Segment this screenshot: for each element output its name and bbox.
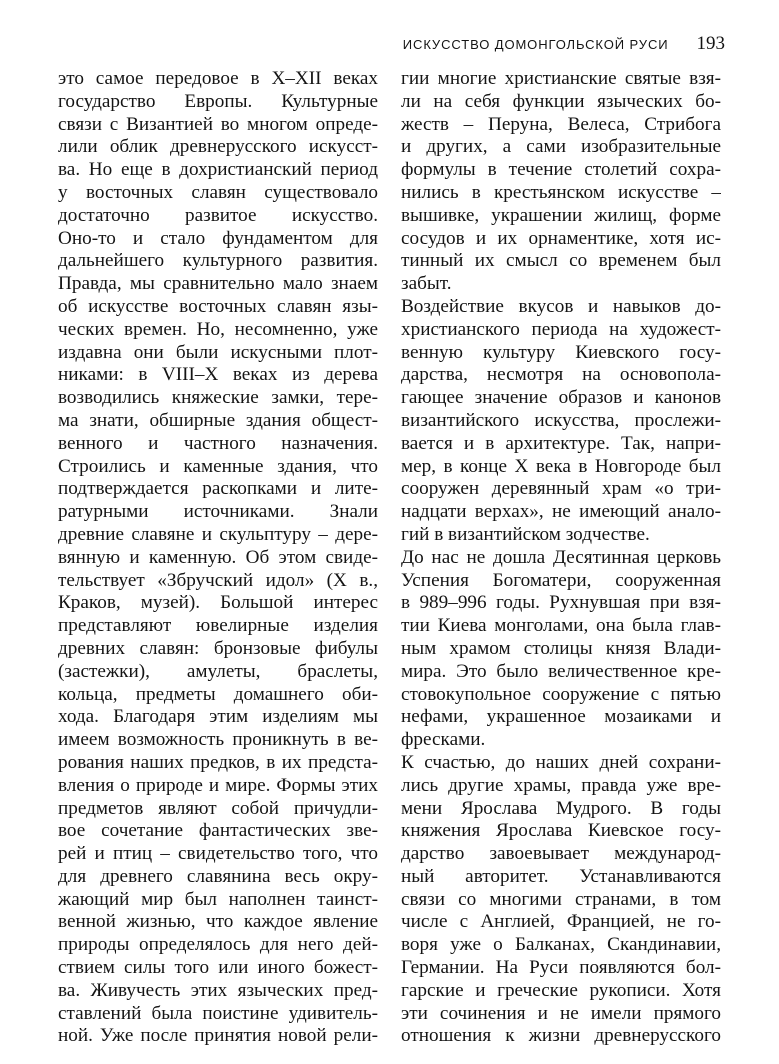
text-line: тинный их смысл со временем был: [401, 250, 721, 272]
text-line: ческих времен. Но, несомненно, уже: [58, 318, 378, 340]
text-line: формулы в течение столетий сохра-: [401, 159, 721, 181]
text-line: забыт.: [401, 273, 452, 295]
text-line: гающее значение образов и канонов: [401, 387, 721, 409]
text-line: Оно-то и стало фундаментом для: [58, 227, 378, 249]
text-line: фресками.: [401, 729, 486, 751]
text-line: вления о природе и мире. Формы этих: [58, 774, 378, 796]
text-line: вается и в архитектуре. Так, напри-: [401, 432, 721, 454]
text-line: византийского искусства, прослежи-: [401, 409, 721, 431]
text-line: стовокупольное сооружение с пятью: [401, 683, 721, 705]
text-line: вое сочетание фантастических зве-: [58, 820, 378, 842]
text-line: воря уже о Балканах, Скандинавии,: [401, 934, 721, 956]
text-line: нефами, украшенное мозаиками и: [401, 706, 721, 728]
text-line: венную культуру Киевского госу-: [401, 341, 721, 363]
text-line: Германии. На Руси появляются бол-: [401, 957, 721, 979]
text-line: древние славяне и скульптуру – дере-: [58, 523, 378, 545]
text-line: (застежки), амулеты, браслеты,: [58, 660, 378, 682]
text-line: нились в крестьянском искусстве –: [401, 181, 721, 203]
text-line: ратурными источниками. Знали: [58, 501, 378, 523]
text-line: для древнего славянина весь окру-: [58, 865, 378, 887]
text-line: подтверждается раскопками и лите-: [58, 478, 378, 500]
running-head: [403, 33, 725, 55]
text-line: ный авторитет. Устанавливаются: [401, 865, 721, 887]
text-line: издавна они были искусными плот-: [58, 341, 378, 363]
text-line: дальнейшего культурного развития.: [58, 250, 378, 272]
text-line: Строились и каменные здания, что: [58, 455, 378, 477]
text-line: природы определялось для него дей-: [58, 934, 378, 956]
text-line: Успения Богоматери, сооруженная: [401, 569, 721, 591]
text-line: рования наших предков, в их предста-: [58, 751, 378, 773]
text-line: гии многие христианские святые взя-: [401, 68, 721, 89]
text-line: мер, в конце X века в Новгороде был: [401, 455, 721, 477]
text-line: ствием силы того или иного божест-: [58, 957, 378, 979]
text-line: ставлений была поистине удивитель-: [58, 1002, 378, 1024]
text-line: До нас не дошла Десятинная церковь: [401, 546, 721, 568]
text-line: государство Европы. Культурные: [58, 90, 378, 112]
text-line: имеем возможность проникнуть в ве-: [58, 729, 378, 751]
text-line: вышивке, украшении жилищ, форме: [401, 204, 721, 226]
left-text-column: [58, 68, 378, 1048]
text-line: гий в византийском зодчестве.: [401, 523, 650, 545]
text-line: возводились княжеские замки, тере-: [58, 387, 378, 409]
text-line: об искусстве восточных славян язы-: [58, 295, 378, 317]
text-line: лись другие храмы, правда уже вре-: [401, 774, 721, 796]
text-line: ма знати, обширные здания общест-: [58, 409, 378, 431]
text-line: хода. Благодаря этим изделиям мы: [58, 706, 378, 728]
text-line: дарства, несмотря на основопола-: [401, 364, 721, 386]
text-line: надцати верхах», не имеющий анало-: [401, 501, 721, 523]
text-line: Краков, музей). Большой интерес: [58, 592, 378, 614]
text-line: числе с Англией, Францией, не го-: [401, 911, 721, 933]
page-number: 193: [696, 33, 725, 54]
text-line: гарские и греческие рукописи. Хотя: [401, 979, 721, 1001]
text-line: ной. Уже после принятия новой рели-: [58, 1025, 378, 1047]
text-line: ва. Но еще в дохристианский период: [58, 159, 378, 181]
text-line: дарство завоевывает международ-: [401, 843, 721, 865]
text-line: древних славян: бронзовые фибулы: [58, 637, 378, 659]
text-line: тельствует «Збручский идол» (X в.,: [58, 569, 378, 591]
text-line: К счастью, до наших дней сохрани-: [401, 751, 721, 773]
text-line: связи со многими странами, в том: [401, 888, 721, 910]
running-title: ИСКУССТВО ДОМОНГОЛЬСКОЙ РУСИ: [402, 37, 669, 52]
right-text-column: [401, 68, 721, 1048]
text-line: ли на себя функции языческих бо-: [401, 90, 721, 112]
text-line: ным храмом столицы князя Влади-: [401, 637, 721, 659]
text-line: мени Ярослава Мудрого. В годы: [401, 797, 721, 819]
text-line: сосудов и их орнаментике, хотя ис-: [401, 227, 721, 249]
text-line: жающий мир был наполнен таинст-: [58, 888, 378, 910]
text-line: ва. Живучесть этих языческих пред-: [58, 979, 378, 1001]
text-line: сооружен деревянный храм «о три-: [401, 478, 721, 500]
text-line: венной жизнью, что каждое явление: [58, 911, 378, 933]
text-line: у восточных славян существовало: [58, 181, 378, 203]
text-line: лили облик древнерусского искусст-: [58, 136, 378, 158]
text-line: Воздействие вкусов и навыков до-: [401, 295, 721, 317]
text-line: предметов являют собой причудли-: [58, 797, 378, 819]
text-line: христианского периода на художест-: [401, 318, 721, 340]
text-line: вянную и каменную. Об этом свиде-: [58, 546, 378, 568]
text-line: никами: в VIII–X веках из дерева: [58, 364, 378, 386]
text-line: венного и частного назначения.: [58, 432, 378, 454]
text-line: мира. Это было величественное кре-: [401, 660, 721, 682]
text-line: отношения к жизни древнерусского: [401, 1025, 721, 1047]
text-line: Правда, мы сравнительно мало знаем: [58, 273, 378, 295]
text-line: кольца, предметы домашнего оби-: [58, 683, 378, 705]
text-line: жеств – Перуна, Велеса, Стрибога: [401, 113, 721, 135]
text-line: представляют ювелирные изделия: [58, 615, 378, 637]
text-line: и других, а сами изобразительные: [401, 136, 721, 158]
text-line: тии Киева монголами, она была глав-: [401, 615, 721, 637]
text-line: в 989–996 годы. Рухнувшая при взя-: [401, 592, 721, 614]
text-line: связи с Византией во многом опреде-: [58, 113, 378, 135]
text-line: достаточно развитое искусство.: [58, 204, 378, 226]
text-line: это самое передовое в X–XII веках: [58, 68, 378, 89]
text-line: рей и птиц – свидетельство того, что: [58, 843, 378, 865]
text-line: эти сочинения и не имели прямого: [401, 1002, 721, 1024]
text-line: княжения Ярослава Киевское госу-: [401, 820, 721, 842]
